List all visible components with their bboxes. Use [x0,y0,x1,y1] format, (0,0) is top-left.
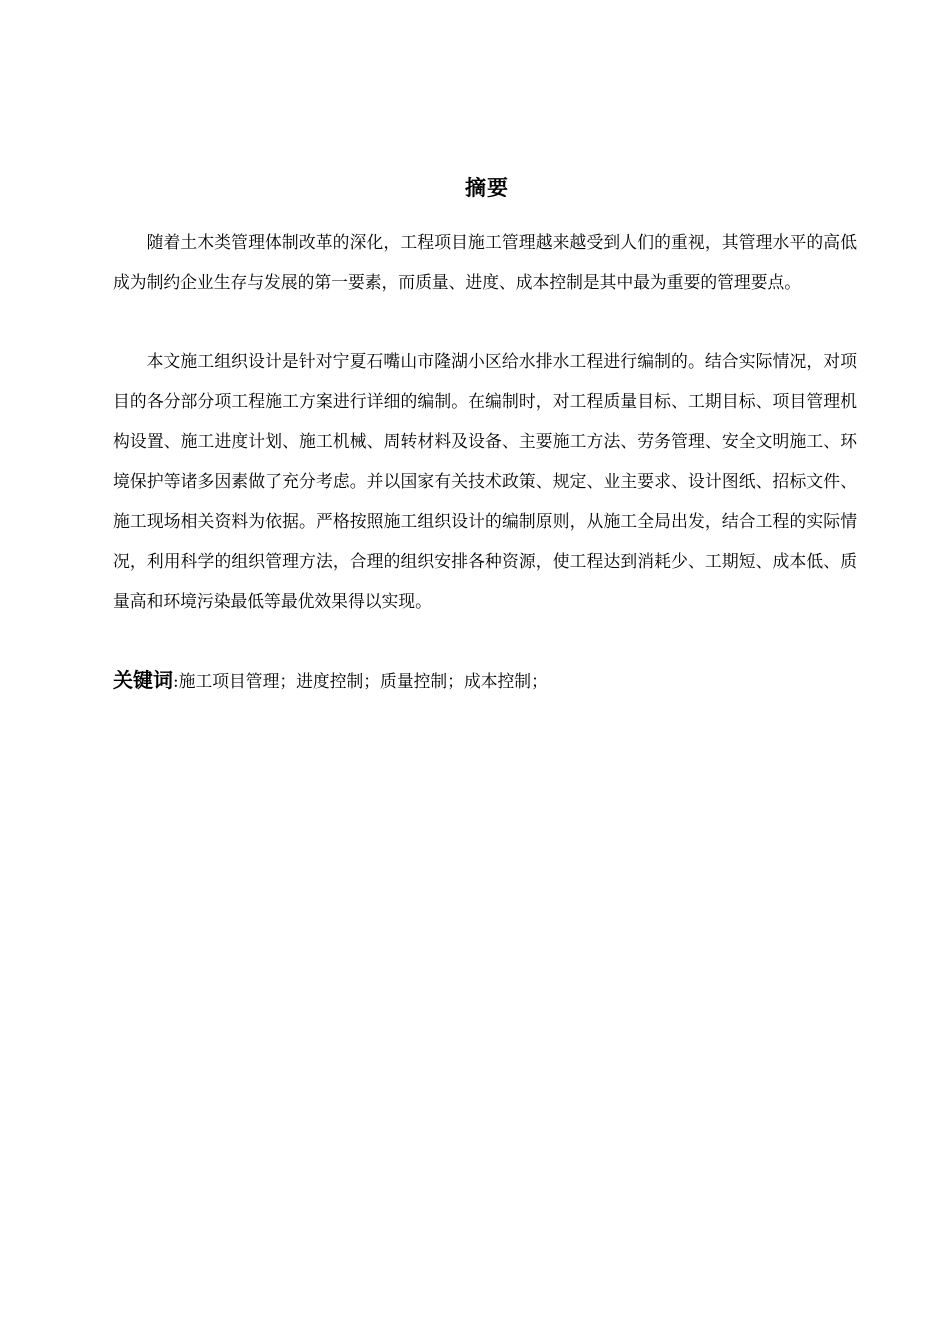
abstract-paragraph-2: 本文施工组织设计是针对宁夏石嘴山市隆湖小区给水排水工程进行编制的。结合实际情况，对项目的各分部分项工程施工方案进行详细的编制。在编制时，对工程质量目标、工期目标、项目管理机构设置、施工进度计划、施工机械、周转材料及设备、主要施工方法、劳务管理、安全文明施工、环境保护等诸多因素做了充分考虑。并以国家有关技术政策、规定、业主要求、设计图纸、招标文件、施工现场相关资料为依据。严格按照施工组织设计的编制原则，从施工全局出发，结合工程的实际情况，利用科学的组织管理方法，合理的组织安排各种资源，使工程达到消耗少、工期短、成本低、质量高和环境污染最低等最优效果得以实现。 [113,351,857,611]
keywords-label: 关键词 [113,668,173,692]
abstract-title: 摘要 [465,176,509,200]
keywords-colon: : [173,671,179,691]
keywords-line [113,662,857,700]
abstract-paragraph-1: 随着土木类管理体制改革的深化，工程项目施工管理越来越受到人们的重视，其管理水平的高低成为制约企业生存与发展的第一要素，而质量、进度、成本控制是其中最为重要的管理要点。 [113,232,857,292]
keywords-list: 施工项目管理；进度控制；质量控制；成本控制； [178,671,548,691]
